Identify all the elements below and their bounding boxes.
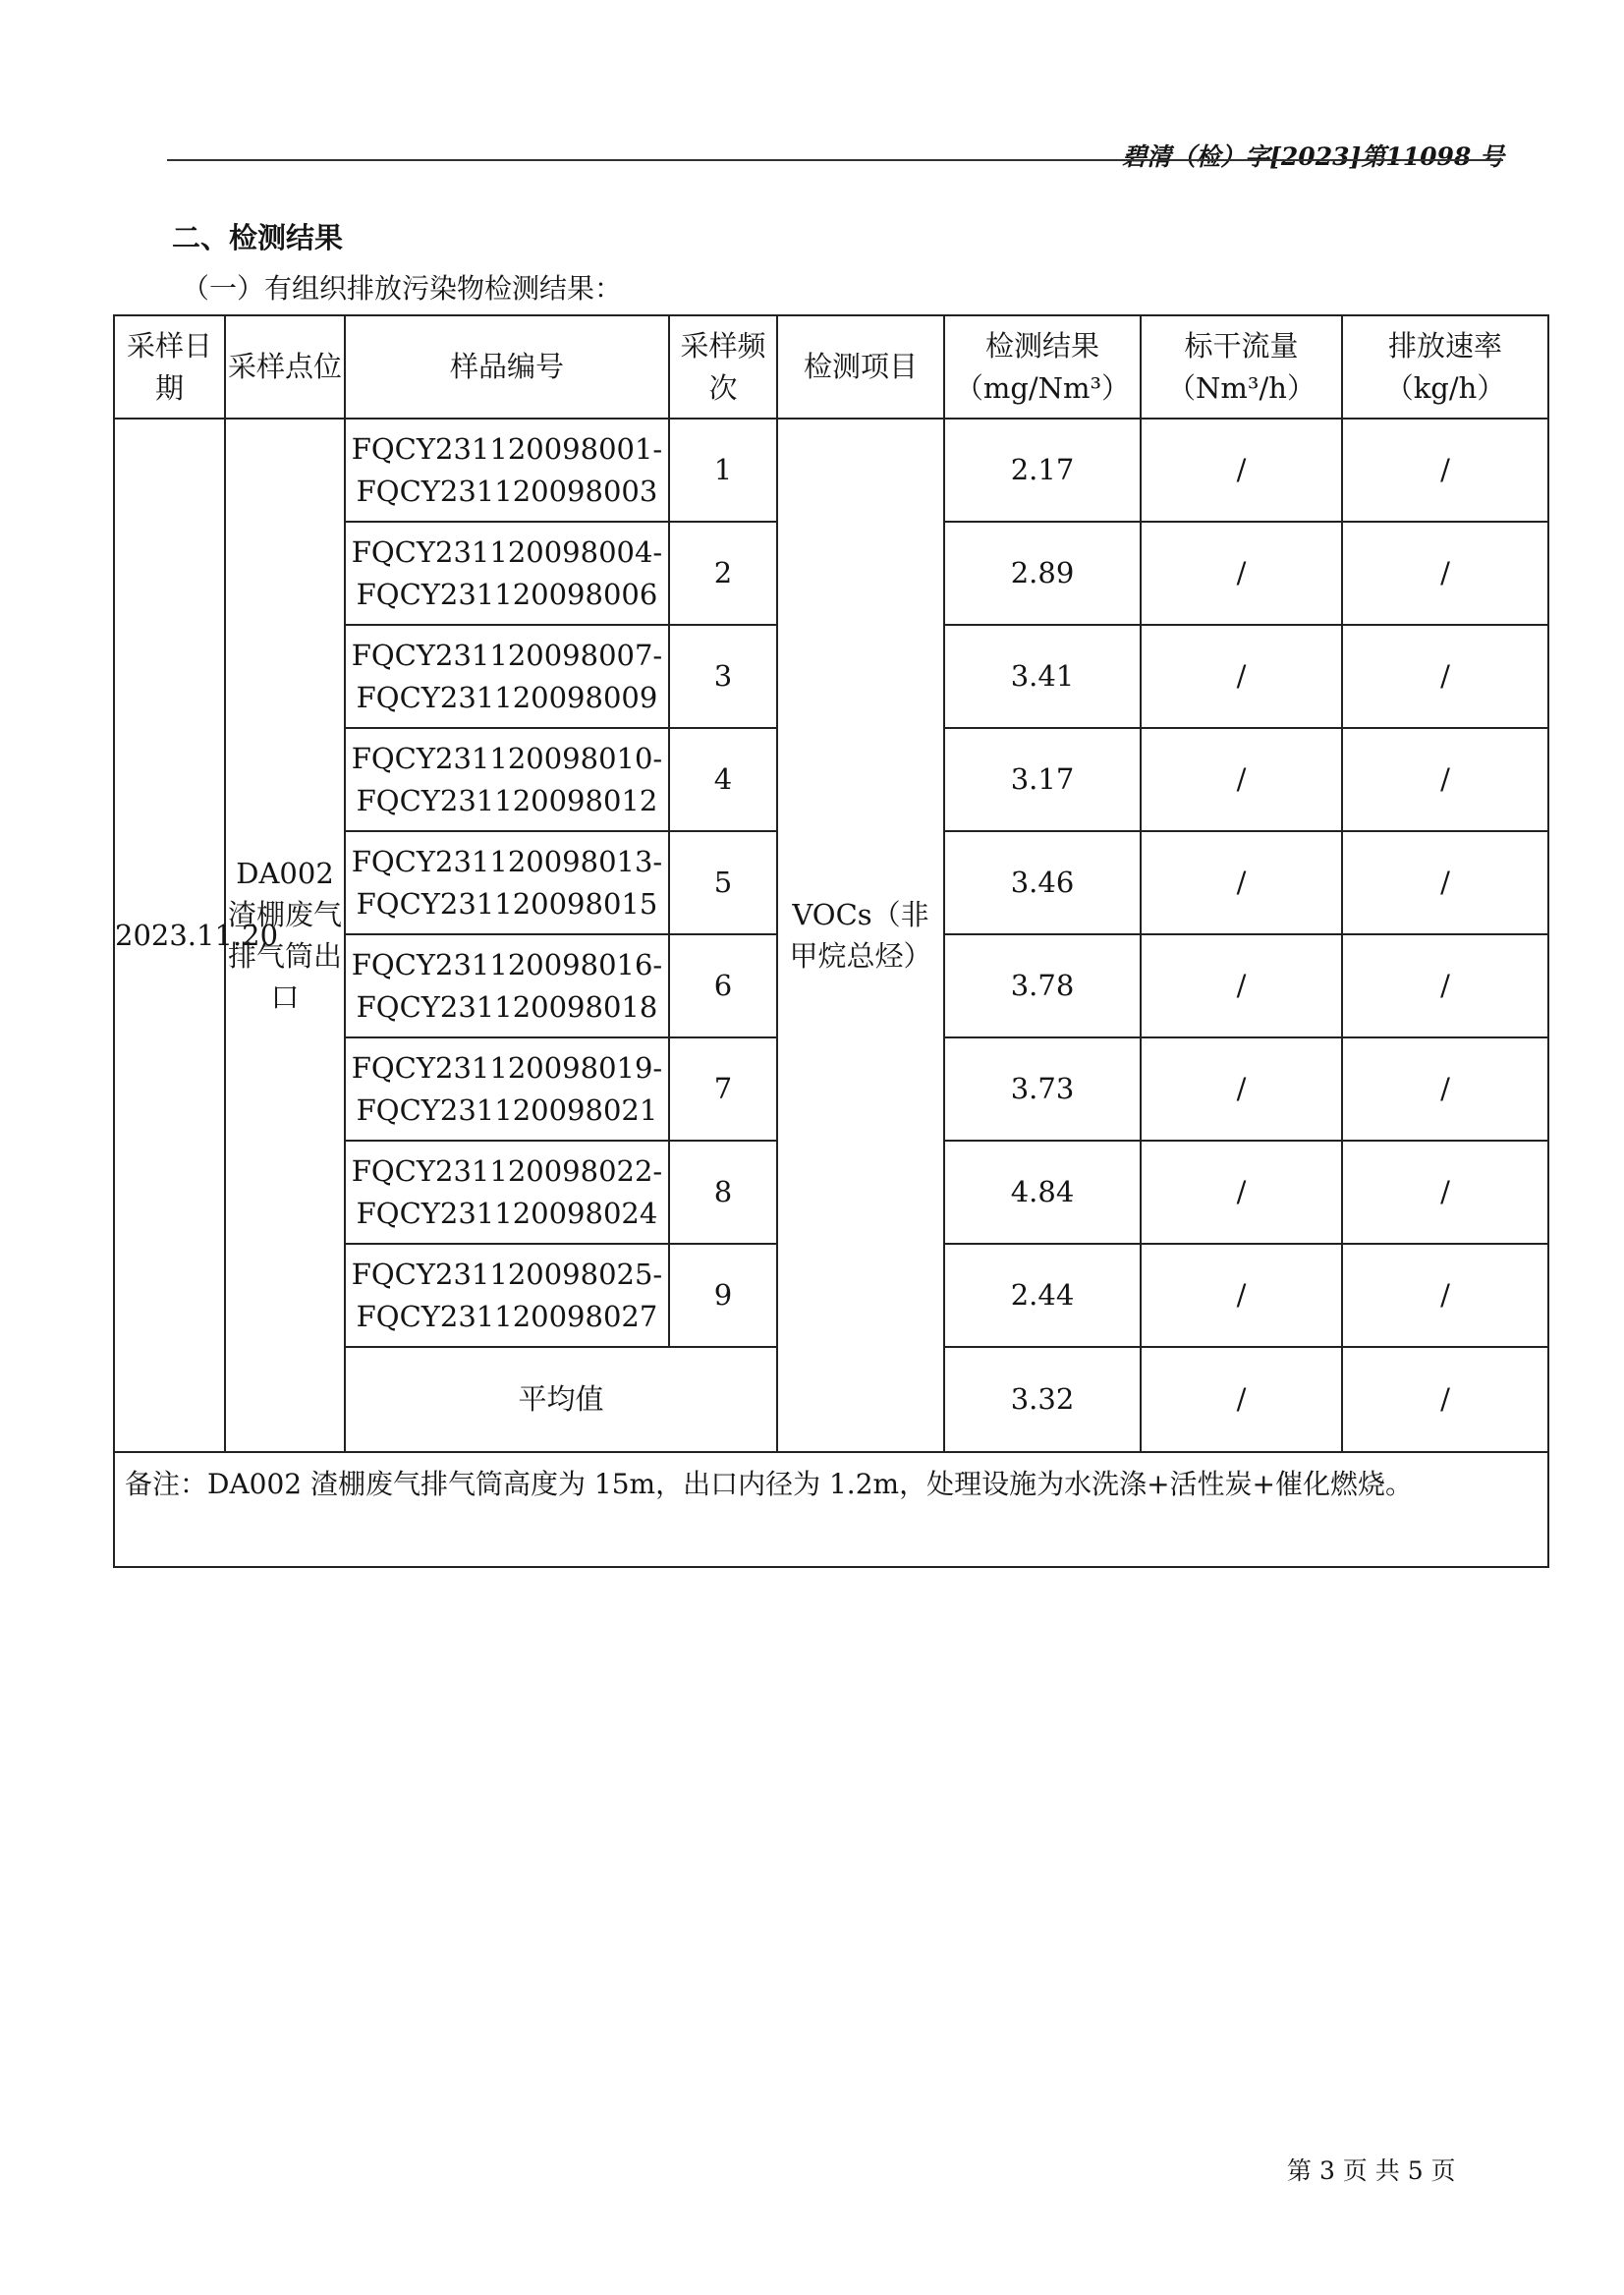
sample-code-cell xyxy=(345,1141,669,1244)
header-frequency: 采样频次 xyxy=(669,315,777,419)
flow-cell: / xyxy=(1141,1037,1342,1141)
sample-code-cell xyxy=(345,1037,669,1141)
rate-cell: / xyxy=(1342,831,1548,934)
subsection-title: （一）有组织排放污染物检测结果： xyxy=(182,272,623,305)
result-cell: 3.73 xyxy=(944,1037,1141,1141)
rate-cell: / xyxy=(1342,728,1548,831)
rate-cell: / xyxy=(1342,419,1548,522)
rate-cell: / xyxy=(1342,1037,1548,1141)
results-table xyxy=(113,314,1549,1568)
result-cell: 3.17 xyxy=(944,728,1141,831)
sample-code-start: FQCY231120098022- xyxy=(351,1154,663,1189)
frequency-cell: 6 xyxy=(669,934,777,1037)
sample-code-end: FQCY231120098006 xyxy=(356,577,658,611)
sampling-location: DA002渣棚废气排气筒出口 xyxy=(225,419,345,1452)
rate-cell: / xyxy=(1342,522,1548,625)
sample-code-start: FQCY231120098010- xyxy=(351,742,663,776)
flow-cell: / xyxy=(1141,419,1342,522)
document-number: 碧清（检）字[2023]第11098 号 xyxy=(1122,142,1504,171)
sample-code-start: FQCY231120098001- xyxy=(351,432,663,467)
sample-code-cell xyxy=(345,625,669,728)
frequency-cell: 7 xyxy=(669,1037,777,1141)
flow-cell: / xyxy=(1141,1141,1342,1244)
header-location: 采样点位 xyxy=(225,315,345,419)
sample-code-start: FQCY231120098004- xyxy=(351,535,663,570)
average-flow: / xyxy=(1141,1347,1342,1452)
table-header-row xyxy=(114,315,1548,419)
sample-code-cell xyxy=(345,419,669,522)
sampling-date: 2023.11.20 xyxy=(114,419,225,1452)
note-text: 备注：DA002 渣棚废气排气筒高度为 15m，出口内径为 1.2m，处理设施为水洗涤+活性炭+催化燃烧。 xyxy=(114,1452,1548,1567)
sample-code-end: FQCY231120098003 xyxy=(356,474,658,508)
rate-cell: / xyxy=(1342,1141,1548,1244)
sample-code-end: FQCY231120098018 xyxy=(356,989,658,1024)
header-date: 采样日期 xyxy=(114,315,225,419)
header-result: 检测结果（mg/Nm³） xyxy=(944,315,1141,419)
sample-code-end: FQCY231120098021 xyxy=(356,1092,658,1127)
result-cell: 3.46 xyxy=(944,831,1141,934)
frequency-cell: 1 xyxy=(669,419,777,522)
sample-code-start: FQCY231120098019- xyxy=(351,1051,663,1086)
result-cell: 2.44 xyxy=(944,1244,1141,1347)
header-flow: 标干流量（Nm³/h） xyxy=(1141,315,1342,419)
frequency-cell: 5 xyxy=(669,831,777,934)
result-cell: 2.89 xyxy=(944,522,1141,625)
flow-cell: / xyxy=(1141,934,1342,1037)
result-cell: 2.17 xyxy=(944,419,1141,522)
sample-code-cell xyxy=(345,1244,669,1347)
average-result: 3.32 xyxy=(944,1347,1141,1452)
header-rate: 排放速率（kg/h） xyxy=(1342,315,1548,419)
sample-code-end: FQCY231120098009 xyxy=(356,680,658,714)
header-rule xyxy=(167,159,1503,161)
test-item: VOCs（非甲烷总烃） xyxy=(777,419,944,1452)
result-cell: 3.78 xyxy=(944,934,1141,1037)
flow-cell: / xyxy=(1141,522,1342,625)
frequency-cell: 8 xyxy=(669,1141,777,1244)
average-rate: / xyxy=(1342,1347,1548,1452)
rate-cell: / xyxy=(1342,1244,1548,1347)
sample-code-start: FQCY231120098025- xyxy=(351,1258,663,1292)
section-title: 二、检测结果 xyxy=(172,221,344,254)
sample-code-start: FQCY231120098013- xyxy=(351,845,663,879)
flow-cell: / xyxy=(1141,728,1342,831)
frequency-cell: 9 xyxy=(669,1244,777,1347)
sample-code-end: FQCY231120098015 xyxy=(356,886,658,921)
frequency-cell: 2 xyxy=(669,522,777,625)
rate-cell: / xyxy=(1342,934,1548,1037)
result-cell: 4.84 xyxy=(944,1141,1141,1244)
flow-cell: / xyxy=(1141,831,1342,934)
result-cell: 3.41 xyxy=(944,625,1141,728)
frequency-cell: 4 xyxy=(669,728,777,831)
sample-code-cell xyxy=(345,522,669,625)
sample-code-cell xyxy=(345,728,669,831)
table-row xyxy=(114,419,1548,522)
sample-code-cell xyxy=(345,831,669,934)
header-item: 检测项目 xyxy=(777,315,944,419)
average-label: 平均值 xyxy=(345,1347,777,1452)
sample-code-start: FQCY231120098007- xyxy=(351,639,663,673)
sample-code-start: FQCY231120098016- xyxy=(351,948,663,982)
frequency-cell: 3 xyxy=(669,625,777,728)
sample-code-cell xyxy=(345,934,669,1037)
sample-code-end: FQCY231120098027 xyxy=(356,1299,658,1333)
rate-cell: / xyxy=(1342,625,1548,728)
flow-cell: / xyxy=(1141,625,1342,728)
note-row xyxy=(114,1452,1548,1567)
header-sample-no: 样品编号 xyxy=(345,315,669,419)
page-number: 第 3 页 共 5 页 xyxy=(1287,2156,1456,2185)
sample-code-end: FQCY231120098024 xyxy=(356,1196,658,1230)
sample-code-end: FQCY231120098012 xyxy=(356,783,658,817)
flow-cell: / xyxy=(1141,1244,1342,1347)
